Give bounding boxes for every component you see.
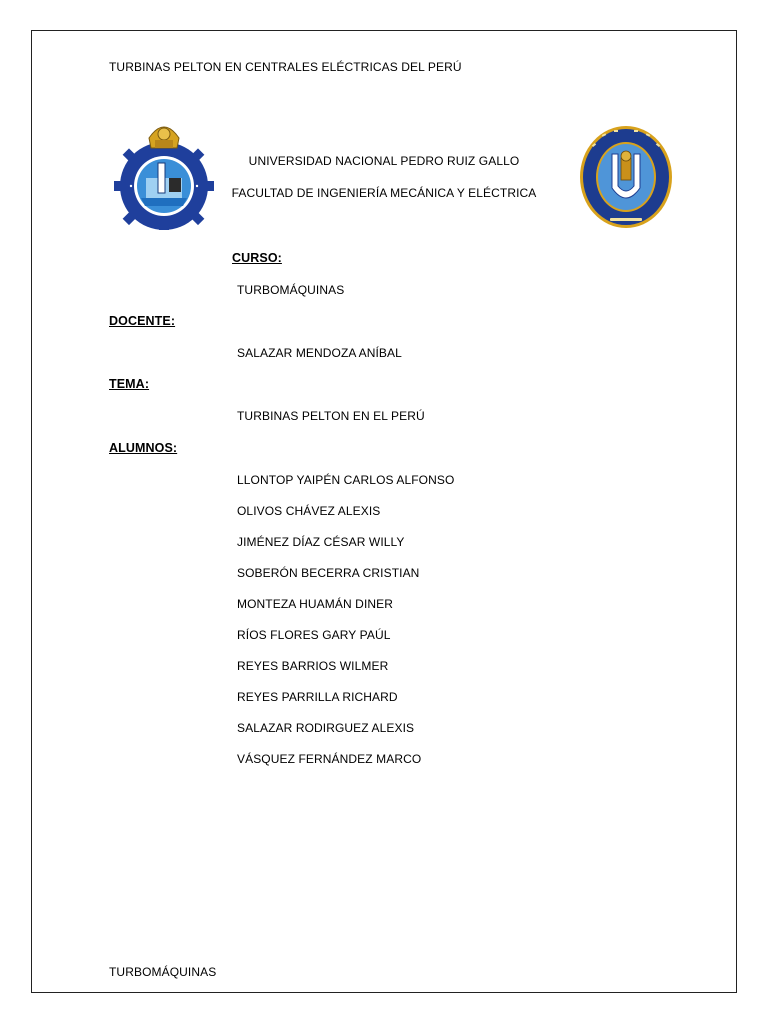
university-logo	[578, 124, 674, 230]
student-name: RÍOS FLORES GARY PAÚL	[237, 628, 391, 642]
student-name: SOBERÓN BECERRA CRISTIAN	[237, 566, 420, 580]
student-name: OLIVOS CHÁVEZ ALEXIS	[237, 504, 381, 518]
student-name: SALAZAR RODIRGUEZ ALEXIS	[237, 721, 415, 735]
page-header: TURBINAS PELTON EN CENTRALES ELÉCTRICAS DEL PERÚ	[109, 60, 462, 74]
faculty-name: FACULTAD DE INGENIERÍA MECÁNICA Y ELÉCTRICA	[231, 186, 537, 200]
docente-value: SALAZAR MENDOZA ANÍBAL	[237, 346, 402, 360]
student-name: LLONTOP YAIPÉN CARLOS ALFONSO	[237, 473, 455, 487]
student-name: REYES PARRILLA RICHARD	[237, 690, 398, 704]
faculty-gear-seal-icon	[111, 118, 217, 230]
docente-label: DOCENTE:	[109, 314, 176, 328]
curso-label: CURSO:	[232, 251, 282, 265]
student-name: MONTEZA HUAMÁN DINER	[237, 597, 394, 611]
student-name: VÁSQUEZ FERNÁNDEZ MARCO	[237, 752, 422, 766]
university-seal-icon	[578, 124, 674, 230]
student-name: JIMÉNEZ DÍAZ CÉSAR WILLY	[237, 535, 405, 549]
university-name: UNIVERSIDAD NACIONAL PEDRO RUIZ GALLO	[248, 154, 520, 168]
tema-value: TURBINAS PELTON EN EL PERÚ	[237, 409, 425, 423]
page-footer: TURBOMÁQUINAS	[109, 965, 217, 979]
tema-label: TEMA:	[109, 377, 150, 391]
student-name: REYES BARRIOS WILMER	[237, 659, 389, 673]
curso-value: TURBOMÁQUINAS	[237, 283, 345, 297]
faculty-logo	[111, 118, 217, 230]
alumnos-label: ALUMNOS:	[109, 441, 178, 455]
